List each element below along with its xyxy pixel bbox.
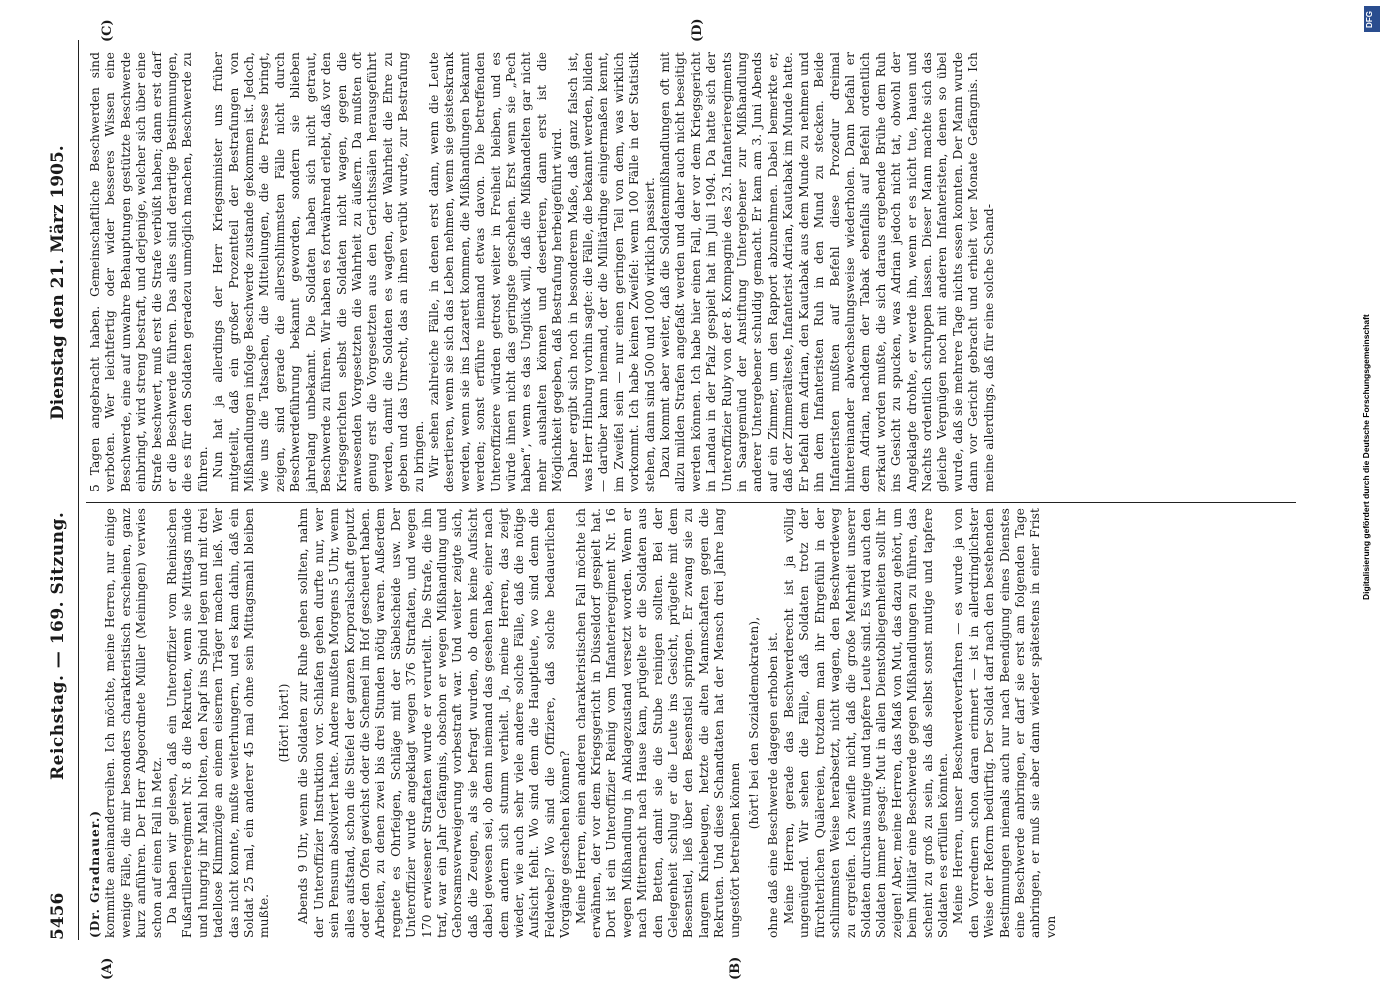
interjection: (Hört! hört!)	[276, 683, 291, 763]
paragraph: Da haben wir gelesen, daß ein Unteroffizier vom Rheinischen Fußartillerieregiment Nr. 8 die Rekruten, wenn sie Mittags müde und hungrig ihr Mahl holten, den Napf ins Spind legen und mit drei tadellose Klimmzüge an einem eisernen Träger machen ließ. Wer das nicht konnte, mußte weiterhungern, und es kam dahin, daß ein Soldat 25 mal, ein anderer 45 mal ohne sein Mittagsmahl bleiben mußte.	[165, 508, 272, 938]
credit-text: Digitalisierung gefördert durch die Deutsche Forschungsgemeinschaft	[1361, 314, 1371, 600]
right-column	[88, 52, 997, 492]
header-rule	[78, 40, 79, 940]
dfg-logo-text: DFG	[1364, 11, 1374, 28]
paragraph: Nun hat ja allerdings der Herr Kriegsminister uns früher mitgeteilt, daß ein großer Prozentteil der Bestrafungen von Mißhandlungen infolge Beschwerde zustande gekommen ist. Jedoch, wie uns die Tatsachen, die Mitteilungen, die die Presse bringt, zeigen, sind gerade die allerschlimmsten Fälle nicht durch Beschwerdeführung bekannt geworden, sondern sie blieben jahrelang unbekannt. Die Soldaten haben sich nicht getraut, Beschwerde zu führen. Wir haben es fortwährend erlebt, daß vor den Kriegsgerichten selbst die Soldaten nicht wagen, gegen die anwesenden Vorgesetzten die Wahrheit zu äußern. Da mußten oft genug erst die Vorgesetzten aus den Gerichtssälen herausgeführt werden, damit die Soldaten es wagten, der Wahrheit die Ehre zu geben und das Unrecht, das an ihnen verübt wurde, zur Bestrafung zu bringen.	[211, 52, 426, 492]
margin-marker-a: (A)	[100, 957, 115, 980]
session-date: Dienstag den 21. März 1905.	[48, 145, 68, 420]
left-column	[88, 508, 1059, 938]
paragraph: Daher ergibt sich noch in besonderem Maße, daß ganz falsch ist, was Herr Hinburg vorhin sagte: die Fälle, die bekannt werden, bilden — darüber kann niemand, der die Militärdinge einigermaßen kennt, im Zweifel sein — nur einen geringen Teil von dem, was wirklich vorkommt. Ich habe keinen Zweifel: wenn 100 Fälle in der Statistik stehen, dann sind 500 und 1000 wirklich passiert.	[565, 52, 657, 492]
column-divider	[86, 502, 1296, 503]
interjection: (hört! bei den Sozialdemokraten),	[747, 616, 762, 830]
digitization-credit	[1357, 0, 1383, 1000]
margin-marker-c: (C)	[100, 19, 115, 42]
paragraph: Meine Herren, einen anderen charakteristischen Fall möchte ich erwähnen, der vor dem Kriegsgericht in Düsseldorf gespielt hat. Dort ist ein Unteroffizier Reinig vom Infanterieregiment Nr. 16 wegen Mißhandlung in Anklagezustand versetzt worden. Wenn er nach Mitternacht nach Hause kam, prügelte er die Soldaten aus den Betten, damit sie die Stube reinigen sollten. Bei der Gelegenheit schlug er die Leute ins Gesicht, prügelte mit dem Besenstiel, ließ über den Besenstiel springen. Er zwang sie zu langem Kniebeugen, hetzte die alten Mannschaften gegen die Rekruten. Und diese Schandtaten hat der Mensch drei Jahre lang ungestört betreiben können	[573, 508, 742, 938]
margin-marker-b: (B)	[728, 956, 743, 980]
paragraph: Dazu kommt aber weiter, daß die Soldatenmißhandlungen oft mit allzu milden Strafen angefaßt werden und daher auch nicht beseitigt werden können. Ich habe hier einen Fall, der vor dem Kriegsgericht in Landau in der Pfalz gespielt hat im Juli 1904. Da hatte sich der Unteroffizier Ruby von der 8. Kompagnie des 23. Infanterieregiments in Saargemünd der Anstiftung Untergebener zur Mißhandlung anderer Untergebener schuldig gemacht. Er kam am 3. Juni Abends auf ein Zimmer, um den Rapport abzunehmen. Dabei bemerkte er, daß der Zimmerälteste, Infanterist Adrian, Kautabak im Munde hatte. Er befahl dem Adrian, den Kautabak aus dem Munde zu nehmen und ihn dem Infanteristen Ruh in den Mund zu stecken. Beide Infanteristen mußten auf Befehl diese Prozedur dreimal hintereinander abwechselungsweise wiederholen. Dann befahl er dem Adrian, nachdem der Tabak ebenfalls auf Befehl ordentlich zerkaut worden mußte, die sich daraus ergebende Brühe dem Ruh ins Gesicht zu spucken, was Adrian jedoch nicht tat, obwohl der Angeklagte drohte, er werde ihn, wenn er es nicht tue, hauen und Nachts ordentlich schruppen lassen. Dieser Mann machte sich das gleiche Vergnügen noch mit anderen Infanteristen, denen so übel wurde, daß sie mehrere Tage nichts essen konnten. Der Mann wurde dann vor Gericht gebracht und erhielt vier Monate Gefängnis. Ich meine allerdings, daß für eine solche Schand-	[658, 52, 996, 492]
speaker-name: (Dr. Gradnauer.)	[88, 809, 102, 938]
session-title: Reichstag. — 169. Sitzung.	[48, 511, 68, 780]
paragraph: Meine Herren, unser Beschwerdeverfahren — es wurde ja von den Vorrednern schon daran erinnert — ist in allerdringlichster Weise der Reform bedürftig. Der Soldat darf nach den bestehenden Bestimmungen niemals auch nur nach Beendigung eines Dienstes eine Beschwerde anbringen, er darf sie erst am folgenden Tage anbringen, er muß sie aber dann wieder spätestens in einer Frist von	[951, 508, 1058, 938]
page-number: 5456	[48, 892, 68, 940]
paragraph: Wir sehen zahlreiche Fälle, in denen erst dann, wenn die Leute desertieren, wenn sie sich das Leben nehmen, wenn sie geisteskrank werden, wenn sie ins Lazarett kommen, die Mißhandlungen bekannt werden; sonst erführe niemand etwas davon. Die betreffenden Unteroffiziere würden getrost weiter in Freiheit bleiben, und es würde ihnen nicht das geringste geschehen. Erst wenn sie „Pech haben“, wenn es das Unglück will, daß die Mißhandelten gar nicht mehr aushalten können und desertieren, dann erst ist die Möglichkeit gegeben, daß Bestrafung herbeigeführt wird.	[426, 52, 565, 492]
paragraph: kommitte aneinanderreihen. Ich möchte, meine Herren, nur einige wenige Fälle, die mir besonders charakteristisch erscheinen, ganz kurz anführen. Der Herr Abgeordnete Müller (Meiningen) verwies schon auf einen Fall in Metz.	[103, 508, 164, 938]
dfg-logo	[1364, 6, 1380, 32]
paragraph: Abends 9 Uhr, wenn die Soldaten zur Ruhe gehen sollten, nahm der Unteroffizier Instruktion vor. Schlafen gehen durfte nur, wer sein Pensum absolviert hatte. Andere mußten Morgens 5 Uhr, wenn alles aufstand, schon die Stiefel der ganzen Korporalschaft geputzt oder den Ofen gewichst oder die Schemel im Hof gescheuert haben. Arbeiten, zu denen zwei bis drei Stunden nötig waren. Außerdem regnete es Ohrfeigen, Schläge mit der Säbelscheide usw. Der Unteroffizier wurde angeklagt wegen 376 Straftaten, und wegen 170 erwiesener Straftaten wurde er verurteilt. Die Strafe, die ihn traf, war ein Jahr Gefängnis, obschon er wegen Mißhandlung und Gehorsamsverweigerung vorbestraft war. Und weiter zeigte sich, daß die Zeugen, als sie befragt wurden, ob denn keine Aufsicht dabei gewesen sei, ob denn niemand das gesehen habe, einer nach dem andern sich stumm verhielt. Ja, meine Herren, das zeigt wieder, wie auch sehr viele andere solche Fälle, daß die nötige Aufsicht fehlt. Wo sind denn die Hauptleute, wo sind denn die Feldwebel? Wo sind die Offiziere, daß solche bedauerlichen Vorgänge geschehen können?	[296, 508, 573, 938]
margin-marker-d: (D)	[690, 18, 705, 42]
paragraph: 5 Tagen angebracht haben. Gemeinschaftliche Beschwerden sind verboten. Wer leichtfertig oder wider besseres Wissen eine Beschwerde, eine auf unwahre Behauptungen gestützte Beschwerde einbringt, wird streng bestraft, und derjenige, welcher sich über eine Strafe beschwert, muß erst die Strafe verbüßt haben; dann erst darf er die Beschwerde führen. Das alles sind derartige Bestimmungen, die es für den Soldaten geradezu unmöglich machen, Beschwerde zu führen.	[88, 52, 210, 492]
paragraph: Meine Herren, gerade das Beschwerderecht ist ja völlig ungenügend. Wir sehen die Fälle, daß Soldaten trotz der fürchterlichen Quälereien, trotzdem man ihr Ehrgefühl in der schlimmsten Weise herabsetzt, nicht wagen, den Beschwerdeweg zu ergreifen. Ich zweifle nicht, daß die große Mehrheit unserer Soldaten durchaus mutige und tapfere Leute sind. Es wird auch den Soldaten immer gesagt: Mut in allen Dienstobliegenheiten sollt ihr zeigen! Aber, meine Herren, das Maß von Mut, das dazu gehört, um beim Militär eine Beschwerde gegen Mißhandlungen zu führen, das scheint zu groß zu sein, als daß selbst sonst mutige und tapfere Soldaten es erfüllen könnten.	[781, 508, 950, 938]
paragraph: ohne daß eine Beschwerde dagegen erhoben ist.	[766, 632, 781, 938]
page-header	[48, 40, 76, 940]
